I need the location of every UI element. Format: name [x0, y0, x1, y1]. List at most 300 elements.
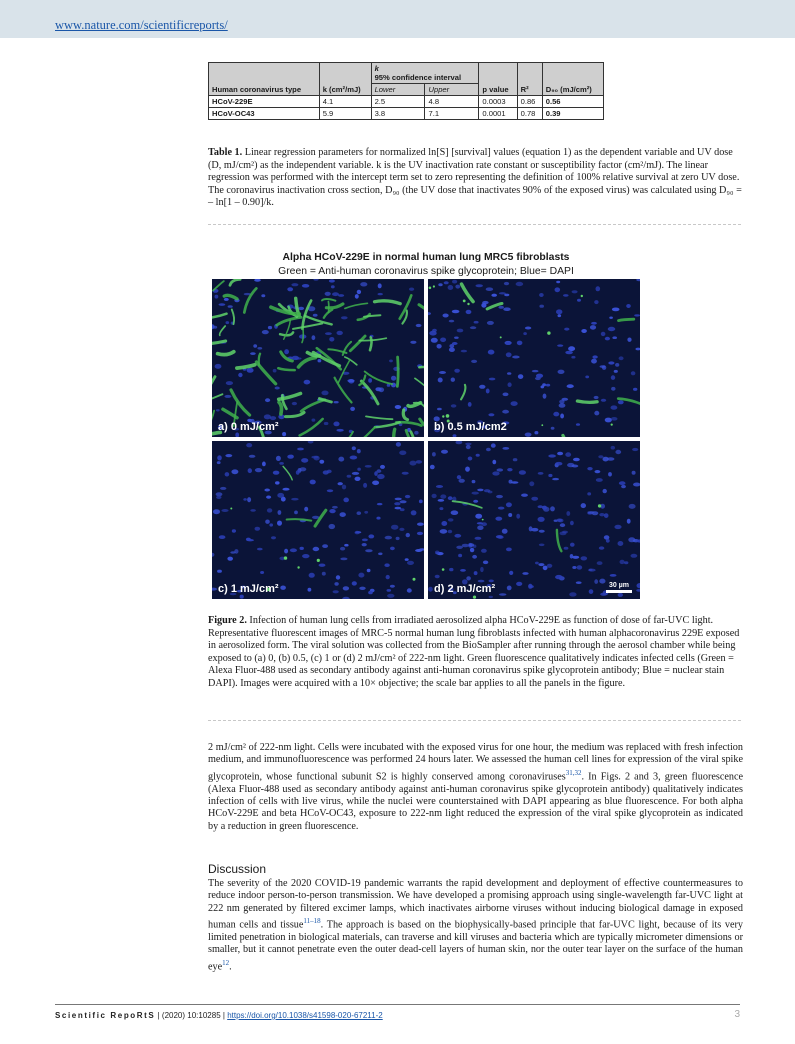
nucleus-mark [265, 520, 270, 524]
nucleus-mark [633, 483, 640, 487]
nucleus-mark [435, 575, 440, 578]
infected-cell-mark [303, 301, 312, 329]
nucleus-mark [608, 327, 616, 331]
nucleus-mark [475, 537, 482, 540]
nucleus-mark [378, 553, 382, 556]
nucleus-mark [456, 546, 463, 549]
nucleus-mark [265, 398, 270, 402]
infected-cell-mark [212, 394, 222, 401]
nucleus-mark [451, 378, 455, 382]
nucleus-mark [436, 485, 443, 488]
nucleus-mark [269, 523, 273, 526]
nucleus-mark [483, 561, 488, 565]
green-speck-mark [446, 414, 450, 418]
green-speck-mark [433, 285, 435, 287]
nucleus-mark [215, 295, 219, 299]
nucleus-mark [298, 307, 304, 310]
green-speck-mark [413, 578, 416, 581]
nucleus-mark [607, 457, 615, 460]
nucleus-mark [322, 544, 328, 548]
infected-cell-mark [300, 419, 323, 436]
nucleus-mark [628, 537, 635, 542]
nucleus-mark [312, 419, 316, 422]
nucleus-mark [220, 487, 226, 490]
table-caption-text: Linear regression parameters for normalized ln[S] [survival] values (equation 1) as the dependent variable and UV dose (D, mJ/cm²) as the independent variable. k is the UV inactivation rate constant or susceptibility factor (cm²/mJ). The linear regression was performed with the intercept term set to zero representing the definition of 100% relative survival at zero UV dose. The coronavirus inactivation cross section, D₉₀ (the UV dose that inactivates 90% of the exposed virus) was calculated using D₉₀ = – ln[1 – 0.90]/k. [208, 147, 742, 209]
panel-label: c) 1 mJ/cm² [218, 583, 279, 595]
nucleus-mark [556, 281, 560, 283]
nucleus-mark [560, 523, 565, 527]
cell-k: 5.9 [319, 108, 371, 120]
footer-citation: (2020) 10:10285 [161, 1011, 221, 1020]
nucleus-mark [232, 529, 236, 532]
infected-cell-mark [370, 337, 372, 350]
nucleus-mark [508, 382, 512, 387]
nucleus-mark [357, 290, 361, 294]
nucleus-mark [523, 332, 527, 335]
nucleus-mark [410, 461, 417, 466]
nucleus-mark [438, 499, 445, 502]
nucleus-mark [414, 431, 418, 435]
nucleus-mark [473, 500, 478, 503]
nucleus-mark [594, 579, 598, 584]
infected-cell-mark [212, 341, 226, 345]
nucleus-mark [570, 521, 574, 526]
green-speck-mark [473, 596, 476, 599]
scale-bar-label: 30 µm [609, 582, 629, 589]
infected-cell-mark [305, 316, 332, 325]
nucleus-mark [309, 573, 315, 578]
nucleus-mark [503, 307, 510, 311]
scale-bar-line [606, 590, 632, 593]
infected-cell-mark [345, 357, 357, 365]
divider [208, 720, 741, 721]
nucleus-mark [516, 582, 522, 586]
nucleus-mark [487, 321, 494, 325]
nucleus-mark [323, 470, 329, 474]
nucleus-mark [321, 391, 328, 396]
nucleus-mark [329, 509, 335, 513]
micrograph-image [428, 279, 640, 437]
nucleus-mark [213, 509, 220, 514]
green-speck-mark [581, 295, 583, 297]
nucleus-mark [538, 517, 545, 522]
nucleus-mark [471, 360, 477, 363]
nucleus-mark [576, 581, 582, 584]
nucleus-mark [432, 494, 437, 498]
col-header-k: k (cm²/mJ) [319, 63, 371, 96]
nucleus-mark [327, 489, 333, 492]
nucleus-mark [212, 553, 214, 557]
cell-type: HCoV-229E [209, 96, 320, 108]
nucleus-mark [340, 558, 347, 561]
nucleus-mark [557, 452, 563, 456]
nucleus-mark [519, 470, 526, 475]
infected-cell-mark [419, 305, 424, 324]
infected-cell-mark [365, 372, 392, 385]
nucleus-mark [451, 404, 457, 407]
nucleus-mark [486, 287, 493, 291]
nucleus-mark [440, 494, 446, 498]
infected-cell-mark [279, 402, 281, 414]
nucleus-mark [452, 280, 457, 284]
figure-caption-text: Infection of human lung cells from irradiated aerosolized alpha HCoV-229E as function of dose of far-UVC light. Representative fluorescent images of MRC-5 normal human lung fibroblasts infected with human alphacoronavirus 229E exposed in aerosolized form. The viral solution was collected from the BioSampler after running through the aerosol chamber while being exposed to (a) 0, (b) 0.5, (c) 1 or (d) 2 mJ/cm² of 222-nm light. Green fluorescence qualitatively indicates infected cells (Green = Alexa Fluor-488 used as secondary antibody against anti-human coronavirus spike glycoprotein antibody; Blue = nuclear stain DAPI). Images were acquired with a 10× objective; the scale bar applies to all the panels in the figure. [208, 615, 740, 689]
nucleus-mark [457, 329, 464, 333]
nucleus-mark [350, 407, 355, 411]
nucleus-mark [472, 555, 477, 559]
nucleus-mark [550, 506, 555, 511]
nucleus-mark [322, 572, 326, 576]
nucleus-mark [376, 517, 380, 520]
figure-caption [208, 615, 743, 691]
para1-text-b: . In Figs. 2 and 3, green fluorescence (Alexa Fluor-488 used as secondary antibody against anti-human coronavirus spike glycoprotein antibody) qualitatively indicates infection of cells with live virus, while the nuclei were counterstained with DAPI appearing as blue fluorescence. For both alpha HCoV-229E and beta HCoV-OC43, exposure to 222-nm light reduced the expression of the viral spike glycoprotein as indicated by a reduction in green fluorescence. [208, 771, 743, 832]
nucleus-mark [282, 488, 289, 491]
infected-cell-mark [400, 295, 412, 318]
nucleus-mark [275, 387, 280, 390]
infected-cell-mark [244, 288, 256, 312]
nucleus-mark [612, 308, 620, 312]
nucleus-mark [302, 284, 309, 288]
nucleus-mark [416, 460, 422, 464]
cell-d90: 0.39 [542, 108, 603, 120]
nucleus-mark [329, 337, 334, 342]
nucleus-mark [597, 561, 603, 565]
nucleus-mark [266, 496, 271, 499]
nucleus-mark [562, 531, 568, 534]
nucleus-mark [226, 321, 230, 324]
nucleus-mark [419, 500, 423, 504]
nucleus-mark [570, 543, 575, 547]
nucleus-mark [498, 507, 504, 510]
nucleus-mark [572, 290, 578, 293]
nucleus-mark [546, 384, 550, 387]
nucleus-mark [338, 457, 344, 462]
nucleus-mark [452, 310, 460, 313]
nucleus-mark [615, 363, 619, 367]
infected-cell-mark [237, 365, 255, 368]
nucleus-mark [444, 281, 449, 284]
nucleus-mark [468, 457, 473, 461]
nucleus-mark [615, 450, 621, 454]
nucleus-mark [334, 582, 338, 586]
nucleus-mark [555, 287, 561, 292]
nucleus-mark [596, 478, 603, 482]
nucleus-mark [496, 535, 502, 538]
figure-title-line2: Green = Anti-human coronavirus spike glycoprotein; Blue= DAPI [278, 266, 574, 277]
nucleus-mark [396, 442, 401, 447]
nucleus-mark [275, 481, 280, 484]
nucleus-mark [585, 376, 589, 379]
nucleus-mark [310, 480, 316, 485]
nucleus-mark [243, 498, 247, 501]
nucleus-mark [387, 594, 394, 598]
nucleus-mark [406, 533, 410, 537]
nucleus-mark [566, 511, 570, 516]
green-speck-mark [442, 415, 444, 417]
nucleus-mark [341, 316, 348, 319]
nucleus-mark [508, 513, 512, 517]
nucleus-mark [591, 359, 597, 364]
nucleus-mark [599, 513, 604, 516]
nucleus-mark [402, 472, 409, 475]
journal-home-link[interactable]: www.nature.com/scientificreports/ [55, 18, 228, 32]
nucleus-mark [217, 461, 221, 464]
nucleus-mark [375, 387, 381, 391]
nucleus-mark [296, 470, 300, 475]
nucleus-mark [359, 587, 365, 590]
nucleus-mark [343, 586, 349, 590]
nucleus-mark [347, 379, 354, 382]
nucleus-mark [560, 414, 564, 419]
nucleus-mark [559, 403, 566, 408]
infected-cell-mark [415, 378, 424, 395]
nucleus-mark [360, 282, 367, 286]
nucleus-mark [535, 562, 539, 565]
footer-rule [55, 1004, 740, 1005]
nucleus-mark [572, 566, 576, 569]
ref-link[interactable]: 11–18 [303, 917, 321, 926]
nucleus-mark [262, 462, 266, 467]
infected-cell-mark [375, 301, 401, 304]
nucleus-mark [601, 399, 606, 402]
nucleus-mark [590, 325, 596, 330]
ref-link[interactable]: 31,32 [565, 768, 582, 777]
nucleus-mark [512, 356, 520, 359]
panel-label: b) 0.5 mJ/cm2 [434, 421, 507, 433]
nucleus-mark [486, 389, 490, 394]
nucleus-mark [394, 502, 400, 505]
ref-link[interactable]: 12 [222, 958, 230, 967]
nucleus-mark [610, 574, 617, 577]
nucleus-mark [336, 429, 343, 432]
nucleus-mark [491, 294, 497, 297]
nucleus-mark [435, 551, 439, 555]
nucleus-mark [503, 393, 509, 397]
infected-cell-mark [366, 416, 393, 419]
nucleus-mark [284, 549, 288, 554]
nucleus-mark [301, 458, 308, 463]
nucleus-mark [439, 371, 446, 374]
ci-label: 95% confidence interval [374, 73, 462, 82]
nucleus-mark [448, 496, 453, 500]
infected-cell-mark [322, 299, 335, 301]
nucleus-mark [367, 569, 371, 572]
nucleus-mark [633, 388, 637, 391]
nucleus-mark [255, 468, 262, 472]
nucleus-mark [297, 448, 304, 451]
para2-text-b: . The approach is based on the biophysically-based principle that far-UVC light, because of its very limited penetration in biological materials, can traverse and kill viruses and bacteria which are typically micrometer dimensions or smaller, but it cannot penetrate even the outer dead-cell layers of human skin, nor the outer tear layer on the surface of the human eye [208, 919, 743, 973]
nucleus-mark [386, 575, 390, 579]
nucleus-mark [438, 283, 442, 286]
green-speck-mark [463, 300, 466, 303]
nucleus-mark [556, 309, 562, 314]
nucleus-mark [611, 387, 615, 391]
cell-k: 4.1 [319, 96, 371, 108]
green-speck-mark [598, 504, 601, 507]
nucleus-mark [614, 525, 621, 529]
nucleus-mark [460, 569, 466, 572]
nucleus-mark [331, 285, 335, 288]
nucleus-mark [246, 443, 252, 447]
nucleus-mark [505, 342, 511, 345]
col-header-p: p value [479, 63, 517, 96]
nucleus-mark [476, 454, 480, 457]
nucleus-mark [599, 546, 604, 549]
nucleus-mark [219, 535, 226, 539]
nucleus-mark [216, 492, 223, 496]
nucleus-mark [441, 450, 448, 454]
nucleus-mark [333, 590, 339, 593]
green-speck-mark [230, 508, 232, 510]
footer-sep: | [157, 1011, 160, 1020]
nucleus-mark [355, 531, 360, 535]
nucleus-mark [215, 364, 222, 369]
nucleus-mark [329, 524, 336, 529]
nucleus-mark [472, 480, 476, 483]
nucleus-mark [506, 548, 512, 552]
nucleus-mark [591, 322, 597, 325]
nucleus-mark [619, 356, 624, 360]
nucleus-mark [357, 468, 361, 471]
nucleus-mark [329, 279, 335, 282]
nucleus-mark [452, 342, 458, 345]
nucleus-mark [399, 528, 404, 531]
nucleus-mark [292, 356, 299, 360]
nucleus-mark [407, 588, 412, 592]
nucleus-mark [391, 525, 398, 530]
nucleus-mark [325, 332, 332, 335]
nucleus-mark [469, 543, 474, 547]
nucleus-mark [507, 468, 512, 471]
cell-r2: 0.78 [517, 108, 542, 120]
footer-doi-link[interactable]: https://doi.org/10.1038/s41598-020-67211-2 [227, 1011, 383, 1020]
nucleus-mark [449, 320, 454, 323]
nucleus-mark [611, 375, 615, 380]
nucleus-mark [240, 595, 244, 599]
nucleus-mark [611, 417, 618, 421]
nucleus-mark [474, 321, 479, 324]
infected-cell-mark [419, 367, 424, 371]
infected-cell-mark [259, 354, 260, 366]
green-speck-mark [429, 287, 432, 290]
nucleus-mark [492, 471, 499, 475]
nucleus-mark [449, 347, 455, 352]
nucleus-mark [405, 558, 409, 561]
nucleus-mark [539, 530, 545, 533]
infected-cell-mark [301, 400, 325, 412]
nucleus-mark [362, 543, 367, 546]
nucleus-mark [598, 455, 603, 458]
nucleus-mark [608, 361, 614, 364]
figure-title-line1: Alpha HCoV-229E in normal human lung MRC5 fibroblasts [282, 252, 570, 263]
nucleus-mark [488, 413, 494, 416]
nucleus-mark [313, 279, 318, 281]
nucleus-mark [411, 510, 417, 515]
nucleus-mark [611, 446, 615, 450]
green-speck-mark [500, 336, 502, 338]
green-speck-mark [317, 559, 320, 562]
nucleus-mark [539, 544, 545, 547]
infected-cell-mark [563, 435, 572, 437]
nucleus-mark [249, 455, 256, 458]
nucleus-mark [219, 303, 226, 306]
nucleus-mark [350, 456, 358, 460]
nucleus-mark [528, 584, 532, 589]
nucleus-mark [461, 350, 467, 353]
nucleus-mark [468, 402, 472, 407]
nucleus-mark [248, 468, 252, 473]
nucleus-mark [428, 587, 433, 592]
nucleus-mark [257, 347, 262, 350]
nucleus-mark [538, 505, 544, 508]
green-speck-mark [284, 556, 287, 559]
nucleus-mark [454, 337, 459, 339]
nucleus-mark [364, 511, 368, 514]
nucleus-mark [343, 498, 349, 503]
nucleus-mark [313, 314, 318, 317]
nucleus-mark [224, 395, 231, 398]
nucleus-mark [226, 381, 233, 385]
nucleus-mark [475, 514, 482, 519]
nucleus-mark [357, 511, 362, 515]
nucleus-mark [357, 449, 361, 453]
nucleus-mark [498, 306, 504, 309]
nucleus-mark [555, 462, 562, 466]
nucleus-mark [449, 568, 453, 571]
micrograph-image [428, 441, 640, 599]
infected-cell-mark [461, 385, 465, 400]
cell-upper: 4.8 [425, 96, 479, 108]
nucleus-mark [531, 497, 538, 501]
nucleus-mark [217, 455, 222, 460]
nucleus-mark [577, 565, 583, 569]
nucleus-mark [536, 374, 543, 378]
nucleus-mark [513, 458, 518, 461]
col-header-r2: R² [517, 63, 542, 96]
nucleus-mark [618, 400, 624, 404]
infected-cell-mark [361, 381, 378, 404]
nucleus-mark [216, 496, 221, 499]
nucleus-mark [318, 359, 322, 362]
nucleus-mark [632, 471, 636, 475]
nucleus-mark [410, 341, 416, 344]
nucleus-mark [532, 370, 539, 372]
nucleus-mark [612, 336, 617, 339]
nucleus-mark [391, 376, 396, 381]
nucleus-mark [456, 441, 463, 444]
nucleus-mark [474, 571, 478, 575]
nucleus-mark [489, 596, 493, 598]
nucleus-mark [387, 589, 392, 592]
body-paragraph-1 [208, 742, 743, 833]
infected-cell-mark [364, 315, 380, 317]
nucleus-mark [608, 472, 612, 476]
nucleus-mark [308, 441, 314, 444]
nucleus-mark [347, 475, 352, 478]
nucleus-mark [344, 544, 348, 547]
nucleus-mark [378, 283, 382, 288]
footer-sep: | [222, 1011, 225, 1020]
para1-text-a: 2 mJ/cm² of 222-nm light. Cells were incubated with the exposed virus for one hour, the medium was replaced with fresh infection medium, and immunofluorescence was performed 24 hours later. We assessed the human cell lines for expression of the viral spike glycoprotein, whose functional subunit S2 is highly conserved among coronaviruses [208, 742, 743, 783]
green-speck-mark [442, 568, 445, 571]
nucleus-mark [618, 593, 623, 597]
nucleus-mark [440, 338, 446, 343]
nucleus-mark [431, 338, 438, 343]
infected-cell-mark [577, 401, 597, 402]
nucleus-mark [235, 432, 239, 437]
nucleus-mark [492, 460, 496, 465]
green-speck-mark [547, 331, 550, 334]
nucleus-mark [478, 580, 485, 583]
